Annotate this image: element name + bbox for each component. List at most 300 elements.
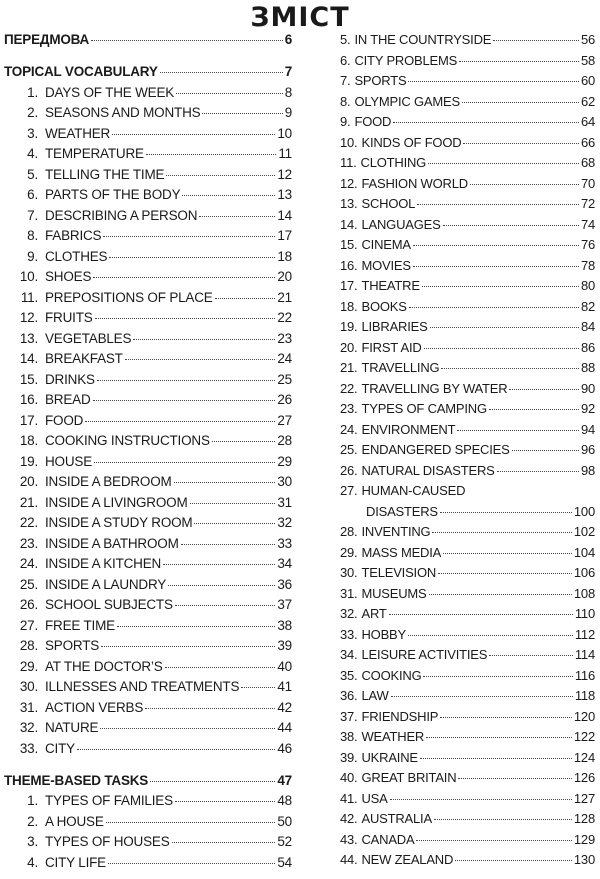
toc-entry-label: FABRICS — [45, 228, 102, 243]
toc-entry-label: HOBBY — [361, 626, 406, 642]
toc-entry-label: BOOKS — [361, 298, 407, 314]
toc-entry-label: MASS MEDIA — [361, 544, 442, 560]
toc-entry-number: 3. — [27, 834, 38, 849]
toc-entry[interactable] — [4, 659, 292, 680]
toc-entry-number: 41. — [340, 790, 358, 806]
toc-entry-label: FREE TIME — [45, 617, 115, 633]
toc-page-number: 32 — [277, 515, 292, 530]
toc-entry-label: CANADA — [361, 831, 415, 847]
dot-leader — [202, 113, 282, 114]
toc-entry-label: NEW ZEALAND — [361, 852, 454, 867]
toc-entry[interactable] — [340, 217, 595, 238]
toc-entry-label: DAYS OF THE WEEK — [45, 84, 175, 100]
dot-leader — [459, 61, 579, 62]
dot-leader — [422, 286, 579, 287]
toc-entry-number: 14. — [19, 351, 38, 366]
toc-entry[interactable] — [4, 85, 292, 106]
toc-entry-number: 1. — [27, 84, 38, 100]
toc-entry-number: 26. — [340, 462, 358, 478]
toc-entry[interactable] — [340, 278, 595, 299]
toc-entry-number: 10. — [19, 269, 38, 284]
toc-page-number: 9 — [284, 105, 292, 120]
toc-entry-number: 19. — [19, 453, 38, 469]
toc-entry[interactable] — [340, 750, 595, 771]
toc-entry[interactable] — [4, 310, 292, 331]
toc-entry-number: 6. — [27, 187, 38, 202]
toc-page-number: 41 — [277, 679, 292, 694]
dot-leader — [443, 225, 579, 226]
toc-section-heading[interactable] — [4, 773, 292, 794]
toc-entry-label: SPORTS — [354, 73, 407, 88]
toc-page-number: 104 — [573, 544, 595, 560]
toc-page-number: 62 — [580, 93, 595, 109]
toc-entry-label: A HOUSE — [45, 813, 104, 829]
toc-page-number: 6 — [284, 32, 292, 47]
toc-entry-label: FASHION WORLD — [361, 175, 468, 191]
toc-entry-label: CITY PROBLEMS — [354, 52, 458, 68]
dot-leader — [489, 655, 573, 656]
toc-entry[interactable] — [4, 269, 292, 290]
toc-entry-number: 40. — [340, 770, 358, 785]
toc-entry[interactable] — [4, 167, 292, 188]
dot-leader — [85, 421, 275, 422]
toc-entry[interactable] — [340, 791, 595, 812]
dot-leader — [194, 523, 275, 524]
toc-page-number: 88 — [580, 360, 595, 375]
dot-leader — [190, 503, 276, 504]
toc-entry[interactable] — [4, 556, 292, 577]
toc-entry-number: 14. — [340, 216, 358, 232]
toc-entry-number: 27. — [340, 483, 358, 498]
toc-entry-label: TYPES OF FAMILIES — [45, 793, 173, 808]
toc-entry-number: 43. — [340, 831, 358, 847]
toc-page-number: 78 — [580, 257, 595, 273]
toc-page-number: 106 — [573, 565, 595, 580]
toc-entry-number: 23. — [19, 535, 38, 551]
toc-entry[interactable] — [340, 770, 595, 791]
toc-entry-label: PARTS OF THE BODY — [45, 187, 181, 202]
toc-page-number: 34 — [277, 556, 292, 571]
toc-entry[interactable] — [4, 814, 292, 835]
toc-entry[interactable] — [4, 351, 292, 372]
toc-entry-number: 33. — [340, 626, 358, 642]
toc-entry-label: FRIENDSHIP — [361, 708, 439, 724]
toc-page-number: 42 — [277, 699, 292, 715]
toc-entry-number: 30. — [340, 565, 358, 580]
toc-entry-number: 9. — [27, 248, 38, 264]
toc-page-number: 118 — [574, 688, 595, 703]
toc-entry-number: 38. — [340, 729, 358, 744]
toc-entry-label: AT THE DOCTOR’S — [45, 658, 163, 674]
toc-entry-number: 4. — [27, 854, 38, 870]
toc-page-number: 14 — [277, 207, 292, 223]
toc-entry-label: INSIDE A BEDROOM — [45, 474, 172, 489]
toc-entry-label: ENVIRONMENT — [361, 421, 456, 437]
toc-entry[interactable] — [4, 536, 292, 557]
toc-entry[interactable] — [340, 647, 595, 668]
toc-entry-number: 17. — [19, 412, 38, 428]
page-title: ЗМІСТ — [250, 2, 350, 33]
toc-page-number: 10 — [277, 125, 292, 141]
dot-leader — [455, 860, 572, 861]
toc-entry[interactable] — [340, 483, 595, 504]
toc-entry-label: INSIDE A KITCHEN — [45, 556, 162, 571]
toc-entry[interactable] — [4, 793, 292, 814]
dot-leader — [417, 204, 579, 205]
toc-entry-label: HOUSE — [45, 453, 93, 469]
toc-page-number: 52 — [277, 834, 292, 849]
toc-entry-number: 32. — [19, 720, 38, 735]
toc-entry[interactable] — [4, 331, 292, 352]
toc-entry[interactable] — [340, 852, 595, 873]
dot-leader — [426, 737, 572, 738]
dot-leader — [241, 687, 275, 688]
toc-entry[interactable] — [340, 258, 595, 279]
toc-entry-number: 15. — [340, 237, 358, 252]
toc-entry-label: INSIDE A LIVINGROOM — [45, 494, 188, 510]
toc-entry[interactable] — [340, 176, 595, 197]
toc-entry[interactable] — [4, 249, 292, 270]
toc-page-number: 50 — [277, 813, 292, 829]
toc-right-column — [340, 32, 595, 873]
toc-page-number: 72 — [580, 196, 595, 211]
toc-entry-number: 34. — [340, 647, 358, 662]
toc-entry-label: COOKING — [361, 667, 422, 683]
toc-entry[interactable] — [340, 340, 595, 361]
toc-entry-number: 10. — [340, 134, 358, 150]
toc-entry[interactable] — [4, 679, 292, 700]
toc-entry[interactable] — [4, 618, 292, 639]
toc-entry-number: 7. — [340, 73, 351, 88]
dot-leader — [428, 163, 579, 164]
toc-entry[interactable] — [340, 32, 595, 53]
dot-leader — [145, 708, 275, 709]
toc-entry-number: 12. — [340, 175, 358, 191]
toc-entry-label: HUMAN-CAUSED — [361, 483, 466, 498]
dot-leader — [125, 359, 276, 360]
toc-entry-number: 25. — [340, 442, 358, 457]
toc-entry-number: 28. — [19, 638, 38, 653]
toc-entry[interactable] — [4, 126, 292, 147]
toc-entry-number: 5. — [340, 32, 351, 47]
toc-entry-number: 18. — [19, 433, 38, 448]
toc-entry-number: 9. — [340, 114, 351, 129]
toc-page-number: 20 — [277, 269, 292, 284]
toc-entry-label: WEATHER — [361, 729, 425, 744]
dot-leader — [165, 667, 276, 668]
toc-entry-label: SCHOOL SUBJECTS — [45, 597, 173, 612]
toc-entry[interactable] — [340, 729, 595, 750]
dot-leader — [391, 696, 573, 697]
toc-page-number: 37 — [277, 597, 292, 612]
toc-entry[interactable] — [340, 442, 595, 463]
toc-page-number: 126 — [573, 770, 595, 785]
toc-entry[interactable] — [340, 319, 595, 340]
toc-entry-number: 35. — [340, 667, 358, 683]
toc-entry-number: 12. — [19, 310, 38, 325]
toc-entry-label: DESCRIBING A PERSON — [45, 207, 198, 223]
dot-leader — [443, 553, 572, 554]
toc-entry[interactable] — [340, 565, 595, 586]
toc-entry-number: 18. — [340, 298, 358, 314]
dot-leader — [430, 327, 579, 328]
toc-entry-number: 13. — [19, 330, 38, 346]
toc-entry[interactable] — [4, 208, 292, 229]
toc-entry[interactable] — [4, 105, 292, 126]
dot-leader — [168, 585, 275, 586]
dot-leader — [212, 441, 276, 442]
dot-leader — [182, 195, 275, 196]
toc-entry[interactable] — [340, 381, 595, 402]
dot-leader — [94, 462, 275, 463]
toc-entry-label: AUSTRALIA — [361, 811, 432, 826]
toc-entry-label: NATURE — [45, 720, 99, 735]
toc-entry[interactable] — [340, 811, 595, 832]
toc-entry[interactable] — [4, 577, 292, 598]
toc-entry-label: FOOD — [45, 412, 84, 428]
dot-leader — [95, 318, 276, 319]
toc-page-number: 128 — [573, 811, 595, 826]
toc-entry[interactable] — [340, 135, 595, 156]
toc-entry[interactable] — [340, 237, 595, 258]
toc-entry[interactable] — [4, 454, 292, 475]
toc-entry[interactable] — [4, 495, 292, 516]
toc-entry-label: INVENTING — [361, 524, 431, 539]
dot-leader — [509, 389, 578, 390]
dot-leader — [199, 216, 275, 217]
dot-leader — [181, 544, 276, 545]
toc-entry-label: ПЕРЕДМОВА — [4, 32, 90, 47]
toc-entry-label: TELEVISION — [361, 565, 437, 580]
toc-entry[interactable] — [4, 834, 292, 855]
toc-entry[interactable] — [4, 413, 292, 434]
toc-page-number: 98 — [580, 462, 595, 478]
toc-entry-number: 2. — [27, 813, 38, 829]
toc-entry[interactable] — [4, 372, 292, 393]
toc-entry[interactable] — [340, 196, 595, 217]
dot-leader — [150, 781, 275, 782]
toc-entry-number: 11. — [20, 289, 38, 305]
toc-page-number: 40 — [277, 658, 292, 674]
toc-entry[interactable] — [340, 586, 595, 607]
toc-entry[interactable] — [340, 114, 595, 135]
dot-leader — [174, 482, 276, 483]
toc-entry-label: INSIDE A LAUNDRY — [45, 576, 167, 592]
toc-entry-number: 24. — [19, 556, 38, 571]
toc-section-heading[interactable] — [4, 64, 292, 85]
toc-entry[interactable] — [4, 474, 292, 495]
toc-entry-number: 20. — [340, 339, 358, 355]
dot-leader — [457, 430, 579, 431]
toc-page-number: 31 — [277, 494, 292, 510]
toc-page-number: 60 — [580, 73, 595, 88]
dot-leader — [413, 266, 579, 267]
toc-entry-number: 21. — [340, 360, 358, 375]
toc-entry-label: INSIDE A BATHROOM — [45, 535, 179, 551]
toc-entry-label: OLYMPIC GAMES — [354, 93, 460, 109]
toc-entry[interactable] — [4, 741, 292, 762]
toc-entry-number: 5. — [27, 166, 38, 182]
toc-entry-label: ILLNESSES AND TREATMENTS — [45, 679, 240, 694]
dot-leader — [133, 339, 275, 340]
toc-entry[interactable] — [340, 401, 595, 422]
toc-entry[interactable] — [4, 638, 292, 659]
dot-leader — [103, 236, 275, 237]
toc-entry[interactable] — [4, 433, 292, 454]
toc-page-number: 120 — [573, 708, 595, 724]
dot-leader — [462, 102, 579, 103]
toc-entry[interactable] — [340, 73, 595, 94]
dot-leader — [172, 842, 276, 843]
toc-entry-number: 3. — [27, 125, 38, 141]
toc-entry-label: LAW — [361, 688, 389, 703]
toc-entry-label: TEMPERATURE — [45, 146, 144, 161]
dot-leader — [176, 93, 283, 94]
toc-entry-number: 31. — [19, 699, 38, 715]
toc-entry-label: USA — [361, 790, 388, 806]
toc-entry-label: TOPICAL VOCABULARY — [4, 64, 158, 79]
toc-entry[interactable] — [4, 392, 292, 413]
toc-entry-number: 36. — [340, 688, 358, 703]
toc-entry-label: THEATRE — [361, 278, 420, 293]
toc-entry-number: 13. — [340, 196, 358, 211]
toc-entry[interactable] — [4, 597, 292, 618]
dot-leader — [175, 605, 276, 606]
toc-entry-number: 32. — [340, 606, 358, 621]
toc-entry-label: LANGUAGES — [361, 216, 441, 232]
toc-entry-label: TRAVELLING BY WATER — [361, 380, 508, 396]
toc-entry-number: 2. — [27, 105, 38, 120]
toc-entry[interactable] — [340, 832, 595, 853]
toc-entry[interactable] — [4, 855, 292, 876]
toc-entry-number: 15. — [19, 371, 38, 387]
dot-leader — [497, 471, 579, 472]
dot-leader — [93, 277, 275, 278]
toc-entry-number: 37. — [340, 708, 358, 724]
toc-page-number: 82 — [580, 298, 595, 314]
toc-section-heading[interactable] — [4, 32, 292, 53]
toc-entry-label: FOOD — [354, 114, 392, 129]
toc-entry-label: FRUITS — [45, 310, 93, 325]
toc-entry[interactable] — [4, 187, 292, 208]
dot-leader — [440, 512, 572, 513]
dot-leader — [108, 863, 275, 864]
toc-page-number: 86 — [580, 339, 595, 355]
toc-page-number: 17 — [277, 228, 292, 243]
toc-page-number: 7 — [284, 64, 292, 79]
toc-entry[interactable] — [340, 53, 595, 74]
toc-entry[interactable] — [340, 545, 595, 566]
toc-entry[interactable] — [340, 422, 595, 443]
toc-entry[interactable] — [340, 299, 595, 320]
toc-entry[interactable] — [4, 290, 292, 311]
toc-page-number: 70 — [580, 175, 595, 191]
dot-leader — [429, 594, 572, 595]
toc-page-number: 129 — [573, 831, 595, 847]
toc-entry[interactable] — [340, 627, 595, 648]
dot-leader — [432, 532, 571, 533]
toc-entry-label: SEASONS AND MONTHS — [45, 105, 201, 120]
toc-entry-number: 20. — [19, 474, 38, 489]
toc-page-number: 66 — [580, 134, 595, 150]
toc-entry-label: DRINKS — [45, 371, 95, 387]
toc-entry[interactable] — [4, 146, 292, 167]
dot-leader — [389, 614, 573, 615]
dot-leader — [390, 799, 572, 800]
toc-entry-number: 27. — [19, 617, 38, 633]
toc-page-number: 29 — [277, 453, 292, 469]
toc-page-number: 44 — [277, 720, 292, 735]
dot-leader — [175, 801, 275, 802]
toc-entry-label: GREAT BRITAIN — [361, 770, 457, 785]
toc-entry-number: 7. — [27, 207, 38, 223]
toc-entry-number: 4. — [27, 146, 38, 161]
toc-page-number: 94 — [580, 421, 595, 437]
toc-entry-number: 16. — [19, 392, 38, 407]
toc-page-number: 102 — [573, 524, 595, 539]
toc-entry[interactable] — [340, 504, 595, 525]
dot-leader — [420, 758, 572, 759]
dot-leader — [166, 175, 275, 176]
toc-entry-label: CITY — [45, 740, 75, 756]
toc-entry-number: 33. — [19, 740, 38, 756]
toc-entry-label: TYPES OF CAMPING — [361, 401, 487, 416]
toc-entry[interactable] — [340, 360, 595, 381]
toc-entry-label: CINEMA — [361, 237, 411, 252]
toc-entry-number: 22. — [340, 380, 358, 396]
toc-entry-label: PREPOSITIONS OF PLACE — [45, 289, 213, 305]
toc-entry[interactable] — [340, 688, 595, 709]
toc-page-number: 27 — [277, 412, 292, 428]
toc-entry[interactable] — [340, 94, 595, 115]
toc-entry[interactable] — [340, 463, 595, 484]
toc-entry[interactable] — [4, 720, 292, 741]
toc-entry-number: 26. — [19, 597, 38, 612]
toc-entry-label: INSIDE A STUDY ROOM — [45, 515, 193, 530]
toc-page-number: 116 — [574, 667, 595, 683]
toc-entry[interactable] — [340, 668, 595, 689]
toc-entry-label: THEME-BASED TASKS — [4, 772, 149, 788]
toc-entry[interactable] — [340, 709, 595, 730]
dot-leader — [423, 676, 572, 677]
toc-entry-label: TYPES OF HOUSES — [45, 834, 170, 849]
toc-page-number: 122 — [573, 729, 595, 744]
dot-leader — [101, 646, 275, 647]
toc-entry[interactable] — [4, 515, 292, 536]
toc-page-number: 8 — [284, 84, 292, 100]
toc-page-number: 56 — [580, 32, 595, 47]
toc-entry[interactable] — [340, 606, 595, 627]
toc-entry[interactable] — [4, 700, 292, 721]
toc-entry[interactable] — [340, 524, 595, 545]
toc-entry-label: SHOES — [45, 269, 92, 284]
toc-entry-label: TELLING THE TIME — [45, 166, 165, 182]
toc-entry-number: 11. — [340, 155, 357, 170]
toc-entry-number: 25. — [19, 576, 38, 592]
toc-entry-label: MOVIES — [361, 257, 411, 273]
dot-leader — [215, 298, 276, 299]
dot-leader — [441, 368, 579, 369]
toc-page-number: 25 — [277, 371, 292, 387]
toc-entry[interactable] — [340, 155, 595, 176]
toc-entry[interactable] — [4, 228, 292, 249]
toc-entry-number: 29. — [340, 544, 358, 560]
dot-leader — [163, 564, 275, 565]
toc-page-number: 100 — [573, 503, 595, 519]
toc-page-number: 84 — [580, 319, 595, 334]
toc-page-number: 80 — [580, 278, 595, 293]
dot-leader — [408, 635, 573, 636]
